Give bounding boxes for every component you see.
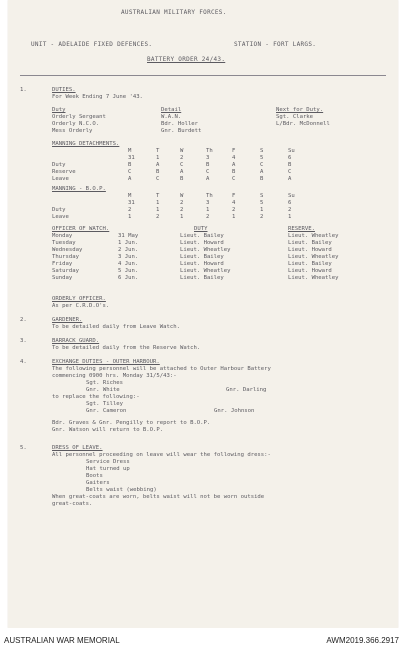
watch-cell: Lieut. Bailey bbox=[288, 261, 332, 267]
manning-cell: B bbox=[232, 169, 236, 175]
manning-date-header: 2 bbox=[180, 155, 184, 161]
section-number: 5. bbox=[20, 445, 27, 451]
manning-day-header: M bbox=[128, 193, 132, 199]
exchange-line: commencing 0900 hrs. Monday 31/5/43:- bbox=[52, 373, 177, 379]
manning-cell: A bbox=[128, 176, 132, 182]
manning-row-label: Leave bbox=[52, 214, 69, 220]
watch-cell: 2 Jun. bbox=[118, 247, 139, 253]
footer-accession-number: AWM2019.366.2917 bbox=[326, 636, 399, 645]
manning-date-header: 1 bbox=[156, 200, 160, 206]
watch-col-reserve: RESERVE. bbox=[288, 226, 315, 232]
manning-cell: C bbox=[128, 169, 132, 175]
duties-heading: DUTIES. bbox=[52, 87, 76, 93]
watch-cell: Monday bbox=[52, 233, 73, 239]
watch-cell: Lieut. Wheatley bbox=[180, 268, 231, 274]
watch-cell: Lieut. Bailey bbox=[180, 275, 224, 281]
watch-cell: 4 Jun. bbox=[118, 261, 139, 267]
manning-heading: MANNING DETACHMENTS. bbox=[52, 141, 120, 147]
divider bbox=[20, 75, 386, 76]
manning-cell: A bbox=[260, 169, 264, 175]
gardener-heading: GARDENER. bbox=[52, 317, 83, 323]
dress-line: great-coats. bbox=[52, 501, 93, 507]
manning-cell: B bbox=[288, 162, 292, 168]
manning-day-header: W bbox=[180, 193, 184, 199]
manning-day-header: M bbox=[128, 148, 132, 154]
exchange-line: The following personnel will be attached to Outer Harbour Battery bbox=[52, 366, 271, 372]
dress-line: When great-coats are worn, belts waist will not be worn outside bbox=[52, 494, 265, 500]
manning-date-header: 1 bbox=[156, 155, 160, 161]
watch-cell: Lieut. Howard bbox=[288, 268, 332, 274]
manning-cell: 2 bbox=[260, 214, 264, 220]
orderly-officer-text: As per C.R.D.O's. bbox=[52, 303, 110, 309]
next-cell: L/Bdr. McDonnell bbox=[276, 121, 330, 127]
manning-cell: A bbox=[180, 169, 184, 175]
watch-cell: Lieut. Wheatley bbox=[288, 254, 339, 260]
detail-cell: Gnr. Burdett bbox=[161, 128, 202, 134]
gardener-text: To be detailed daily from Leave Watch. bbox=[52, 324, 180, 330]
manning-cell: C bbox=[206, 169, 210, 175]
section-number: 3. bbox=[20, 338, 27, 344]
dress-line: All personnel proceeding on leave will wear the following dress:- bbox=[52, 452, 271, 458]
manning-date-header: 4 bbox=[232, 200, 236, 206]
document-page bbox=[8, 0, 398, 628]
manning-date-header: 6 bbox=[288, 155, 292, 161]
next-cell: Sgt. Clarke bbox=[276, 114, 314, 120]
detail-cell: Bdr. Holler bbox=[161, 121, 199, 127]
manning-cell: 2 bbox=[206, 214, 210, 220]
watch-cell: Saturday bbox=[52, 268, 79, 274]
manning-date-header: 31 bbox=[128, 200, 135, 206]
watch-cell: Tuesday bbox=[52, 240, 76, 246]
battery-order: BATTERY ORDER 24/43. bbox=[147, 56, 226, 63]
duties-week: For Week Ending 7 June '43. bbox=[52, 94, 143, 100]
exchange-line: Bdr. Graves & Gnr. Pengilly to report to B.O.P. bbox=[52, 420, 211, 426]
manning-date-header: 2 bbox=[180, 200, 184, 206]
barrack-text: To be detailed daily from the Reserve Watch. bbox=[52, 345, 201, 351]
manning-cell: C bbox=[288, 169, 292, 175]
header-title: AUSTRALIAN MILITARY FORCES. bbox=[121, 9, 227, 16]
footer-bar bbox=[0, 628, 405, 653]
manning-day-header: F bbox=[232, 193, 236, 199]
dress-item: Boots bbox=[86, 473, 103, 479]
orderly-officer-heading: ORDERLY OFFICER. bbox=[52, 296, 106, 302]
watch-cell: Lieut. Howard bbox=[180, 261, 224, 267]
watch-cell: Lieut. Bailey bbox=[180, 254, 224, 260]
manning-day-header: Su bbox=[288, 193, 295, 199]
manning-cell: 1 bbox=[260, 207, 264, 213]
section-number: 1. bbox=[20, 87, 27, 93]
manning-date-header: 4 bbox=[232, 155, 236, 161]
manning-cell: 2 bbox=[180, 207, 184, 213]
manning-cell: B bbox=[206, 162, 210, 168]
duties-col-detail: Detail bbox=[161, 107, 182, 113]
manning-day-header: T bbox=[156, 148, 160, 154]
footer-credit: AUSTRALIAN WAR MEMORIAL bbox=[4, 636, 120, 645]
manning-cell: 1 bbox=[156, 207, 160, 213]
manning-row-label: Duty bbox=[52, 207, 66, 213]
manning-cell: 2 bbox=[128, 207, 132, 213]
exchange-person: Sgt. Tilley bbox=[86, 401, 124, 407]
manning-cell: 2 bbox=[288, 207, 292, 213]
section-number: 2. bbox=[20, 317, 27, 323]
watch-cell: 5 Jun. bbox=[118, 268, 139, 274]
manning-day-header: S bbox=[260, 148, 264, 154]
watch-cell: Wednesday bbox=[52, 247, 83, 253]
manning-cell: A bbox=[288, 176, 292, 182]
watch-cell: Lieut. Wheatley bbox=[288, 233, 339, 239]
manning-row-label: Duty bbox=[52, 162, 66, 168]
watch-cell: Lieut. Wheatley bbox=[180, 247, 231, 253]
manning-cell: C bbox=[260, 162, 264, 168]
watch-col-duty: DUTY bbox=[194, 226, 208, 232]
manning-cell: 2 bbox=[232, 207, 236, 213]
manning-row-label: Reserve bbox=[52, 169, 76, 175]
manning-cell: 1 bbox=[232, 214, 236, 220]
exchange-heading: EXCHANGE DUTIES - OUTER HARBOUR. bbox=[52, 359, 160, 365]
dress-item: Belts waist (webbing) bbox=[86, 487, 157, 493]
watch-cell: Thursday bbox=[52, 254, 79, 260]
manning-day-header: Th bbox=[206, 148, 213, 154]
watch-cell: Sunday bbox=[52, 275, 73, 281]
manning-cell: 1 bbox=[180, 214, 184, 220]
manning-day-header: Su bbox=[288, 148, 295, 154]
exchange-line: Gnr. Watson will return to B.O.P. bbox=[52, 427, 164, 433]
manning-row-label: Leave bbox=[52, 176, 69, 182]
header-station: STATION - FORT LARGS. bbox=[234, 41, 317, 48]
manning-cell: B bbox=[156, 169, 160, 175]
watch-cell: 3 Jun. bbox=[118, 254, 139, 260]
manning-date-header: 31 bbox=[128, 155, 135, 161]
manning-day-header: F bbox=[232, 148, 236, 154]
manning-cell: B bbox=[180, 176, 184, 182]
dress-item: Gaiters bbox=[86, 480, 110, 486]
watch-cell: Friday bbox=[52, 261, 73, 267]
manning-date-header: 5 bbox=[260, 200, 264, 206]
manning-bop-heading: MANNING - B.O.P. bbox=[52, 186, 106, 192]
manning-cell: 1 bbox=[288, 214, 292, 220]
barrack-heading: BARRACK GUARD. bbox=[52, 338, 100, 344]
manning-date-header: 6 bbox=[288, 200, 292, 206]
manning-cell: A bbox=[232, 162, 236, 168]
manning-cell: B bbox=[260, 176, 264, 182]
manning-cell: C bbox=[156, 176, 160, 182]
section-number: 4. bbox=[20, 359, 27, 365]
header-unit: UNIT - ADELAIDE FIXED DEFENCES. bbox=[31, 41, 153, 48]
exchange-line: to replace the following:- bbox=[52, 394, 140, 400]
duties-col-next: Next for Duty. bbox=[276, 107, 324, 113]
manning-day-header: Th bbox=[206, 193, 213, 199]
exchange-person: Gnr. Darling bbox=[226, 387, 267, 393]
watch-cell: 31 May bbox=[118, 233, 139, 239]
manning-cell: 1 bbox=[206, 207, 210, 213]
manning-cell: A bbox=[156, 162, 160, 168]
exchange-person: Gnr. Johnson bbox=[214, 408, 255, 414]
watch-cell: Lieut. Howard bbox=[180, 240, 224, 246]
watch-cell: Lieut. Howard bbox=[288, 247, 332, 253]
manning-cell: C bbox=[180, 162, 184, 168]
watch-cell: 1 Jun. bbox=[118, 240, 139, 246]
dress-item: Hat turned up bbox=[86, 466, 130, 472]
manning-date-header: 3 bbox=[206, 200, 210, 206]
watch-cell: Lieut. Bailey bbox=[180, 233, 224, 239]
watch-cell: Lieut. Bailey bbox=[288, 240, 332, 246]
manning-cell: A bbox=[206, 176, 210, 182]
watch-cell: Lieut. Wheatley bbox=[288, 275, 339, 281]
manning-cell: 1 bbox=[128, 214, 132, 220]
dress-item: Service Dress bbox=[86, 459, 130, 465]
manning-day-header: W bbox=[180, 148, 184, 154]
duty-cell: Orderly N.C.O. bbox=[52, 121, 100, 127]
detail-cell: W.A.N. bbox=[161, 114, 182, 120]
watch-cell: 6 Jun. bbox=[118, 275, 139, 281]
manning-date-header: 3 bbox=[206, 155, 210, 161]
dress-heading: DRESS OF LEAVE. bbox=[52, 445, 103, 451]
duty-cell: Orderly Sergeant bbox=[52, 114, 106, 120]
manning-day-header: S bbox=[260, 193, 264, 199]
duties-col-duty: Duty bbox=[52, 107, 66, 113]
manning-cell: 2 bbox=[156, 214, 160, 220]
manning-cell: B bbox=[128, 162, 132, 168]
exchange-person: Gnr. Cameron bbox=[86, 408, 127, 414]
exchange-person: Gnr. White bbox=[86, 387, 120, 393]
exchange-person: Sgt. Riches bbox=[86, 380, 124, 386]
duty-cell: Mess Orderly bbox=[52, 128, 93, 134]
manning-cell: C bbox=[232, 176, 236, 182]
watch-heading: OFFICER OF WATCH. bbox=[52, 226, 110, 232]
manning-date-header: 5 bbox=[260, 155, 264, 161]
manning-day-header: T bbox=[156, 193, 160, 199]
